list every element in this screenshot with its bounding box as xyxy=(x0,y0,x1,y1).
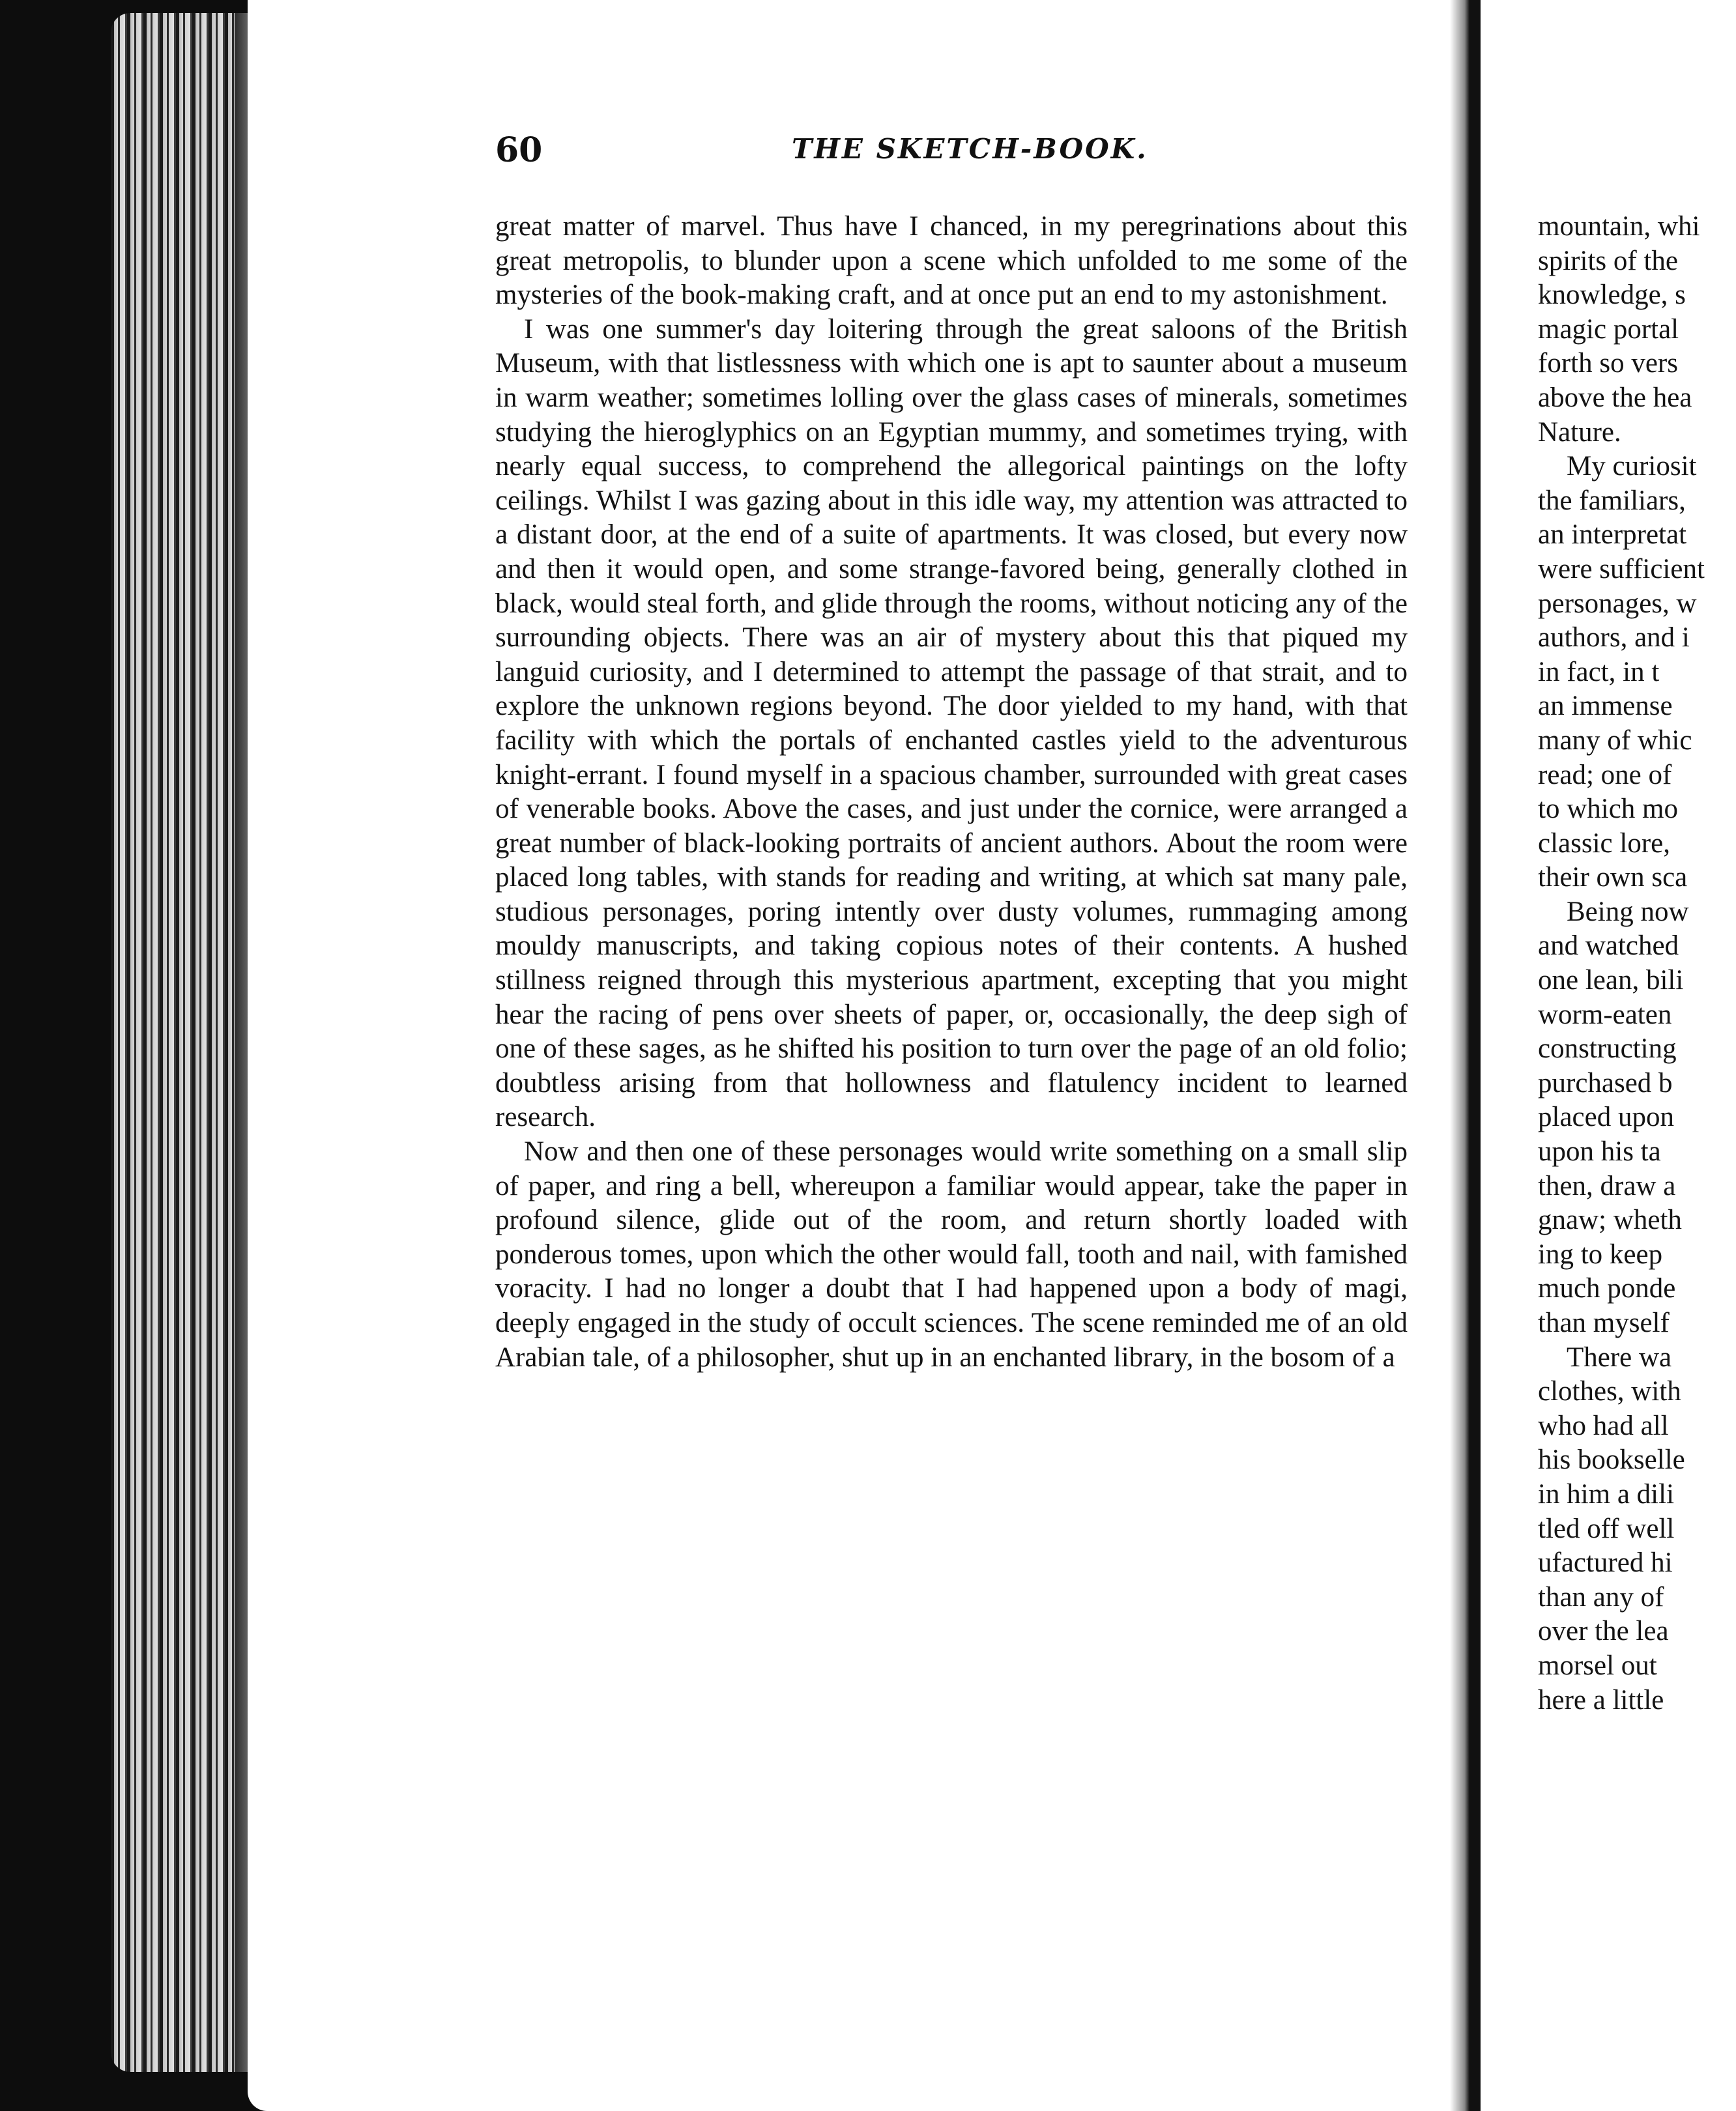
right-page-line: gnaw; wheth xyxy=(1538,1205,1682,1236)
right-page-line: spirits of the xyxy=(1538,245,1678,276)
right-page-line: much ponde xyxy=(1538,1273,1676,1304)
right-page-line: ufactured hi xyxy=(1538,1547,1673,1579)
right-page-line: his bookselle xyxy=(1538,1444,1685,1476)
right-page-line: above the hea xyxy=(1538,382,1692,413)
paragraph-2: I was one summer's day loitering through the great saloons of the British Museum, with that listlessness with which one is apt to saunter about a museum in warm weather; sometimes lolling over the glass cases of minerals, sometimes studying the hieroglyphics on an Egyptian mummy, and sometimes trying, with nearly equal success, to comprehend the allegorical paintings on the lofty ceilings. Whilst I was gazing about in this idle way, my attention was attracted to a distant door, at the end of a suite of apartments. It was closed, but every now and then it would open, and some strange-favored being, generally clothed in black, would steal forth, and glide through the rooms, without noticing any of the surrounding objects. There was an air of mystery about this that piqued my languid curiosity, and I determined to attempt the passage of that strait, and to explore the unknown regions beyond. The door yielded to my hand, with that facility with which the portals of enchanted castles yield to the adventurous knight-errant. I found myself in a spacious chamber, surrounded with great cases of venerable books. Above the cases, and just under the cornice, were arranged a great number of black-looking portraits of ancient authors. About the room were placed long tables, with stands for reading and writing, at which sat many pale, studious personages, poring intently over dusty volumes, rummaging among mouldy manuscripts, and taking copious notes of their contents. A hushed stillness reigned through this mysterious apartment, excepting that you might hear the racing of pens over sheets of paper, or, occasionally, the deep sigh of one of these sages, as he shifted his position to turn over the page of an old folio; doubtless arising from that hollowness and flatulency incident to learned research. xyxy=(495,313,1408,1133)
right-page-line: magic portal xyxy=(1538,313,1679,345)
right-page-line: mountain, whi xyxy=(1538,211,1700,242)
right-page-line: purchased b xyxy=(1538,1067,1673,1099)
right-page-line: placed upon xyxy=(1538,1102,1674,1133)
running-head-title: THE SKETCH-BOOK. xyxy=(792,133,1148,165)
right-page-line: than any of xyxy=(1538,1581,1664,1613)
right-page-line: personages, w xyxy=(1538,588,1697,619)
right-page-line: constructing xyxy=(1538,1033,1677,1065)
right-page-line: ing to keep xyxy=(1538,1239,1663,1270)
right-page-line: worm-eaten xyxy=(1538,999,1672,1030)
right-page-line: over the lea xyxy=(1538,1616,1669,1647)
left-page-body xyxy=(495,210,1408,1375)
right-page-line: then, draw a xyxy=(1538,1170,1676,1201)
book-gutter xyxy=(1450,0,1483,2111)
paragraph-3: Now and then one of these personages would write something on a small slip of paper, and ring a bell, whereupon a familiar would appear, take the paper in profound silence, glide out of the room, and return shortly loaded with ponderous tomes, upon which the other would fall, tooth and nail, with famished voracity. I had no longer a doubt that I had happened upon a body of magi, deeply engaged in the study of occult sciences. The scene reminded me of an old Arabian tale, of a philosopher, shut up in an enchanted library, in the bosom of a xyxy=(495,1136,1408,1373)
right-page-line: forth so vers xyxy=(1538,348,1678,379)
right-page-line: Being now xyxy=(1567,896,1689,927)
right-page-line: in fact, in t xyxy=(1538,656,1660,687)
right-page-line: here a little xyxy=(1538,1684,1664,1716)
right-page-body xyxy=(1538,210,1736,1717)
right-page-line: Nature. xyxy=(1538,416,1621,448)
right-page-line: upon his ta xyxy=(1538,1136,1661,1168)
right-page-line: knowledge, s xyxy=(1538,280,1686,311)
right-page-line: clothes, with xyxy=(1538,1376,1681,1407)
right-page-line: their own sca xyxy=(1538,862,1688,893)
right-page-line: in him a dili xyxy=(1538,1478,1675,1510)
paragraph-1: great matter of marvel. Thus have I chanced, in my peregrinations about this great metropolis, to blunder upon a scene which unfolded to me some of the mysteries of the book-making craft, and at once put an end to my astonishment. xyxy=(495,211,1408,311)
right-page-line: There wa xyxy=(1567,1342,1672,1373)
right-page-line: who had all xyxy=(1538,1410,1669,1441)
right-page-line: authors, and i xyxy=(1538,622,1690,653)
right-page-line: to which mo xyxy=(1538,794,1678,825)
right-page-line: an immense xyxy=(1538,691,1673,722)
right-page-line: My curiosit xyxy=(1567,451,1697,482)
right-page-line: the familiars, xyxy=(1538,485,1686,516)
right-page-line: tled off well xyxy=(1538,1513,1675,1544)
right-page-line: many of whic xyxy=(1538,725,1692,756)
right-page-line: one lean, bili xyxy=(1538,965,1684,996)
page-number: 60 xyxy=(495,130,543,170)
page-edge-stack xyxy=(111,13,254,2072)
right-page xyxy=(1481,0,1736,2111)
right-page-line: read; one of xyxy=(1538,759,1672,790)
right-page-line: an interpretat xyxy=(1538,519,1687,551)
running-head xyxy=(495,130,1453,182)
right-page-line: than myself xyxy=(1538,1308,1670,1338)
right-page-line: were sufficient xyxy=(1538,553,1705,584)
right-page-line: classic lore, xyxy=(1538,827,1670,859)
right-page-line: and watched xyxy=(1538,930,1679,962)
right-page-line: morsel out xyxy=(1538,1650,1657,1681)
